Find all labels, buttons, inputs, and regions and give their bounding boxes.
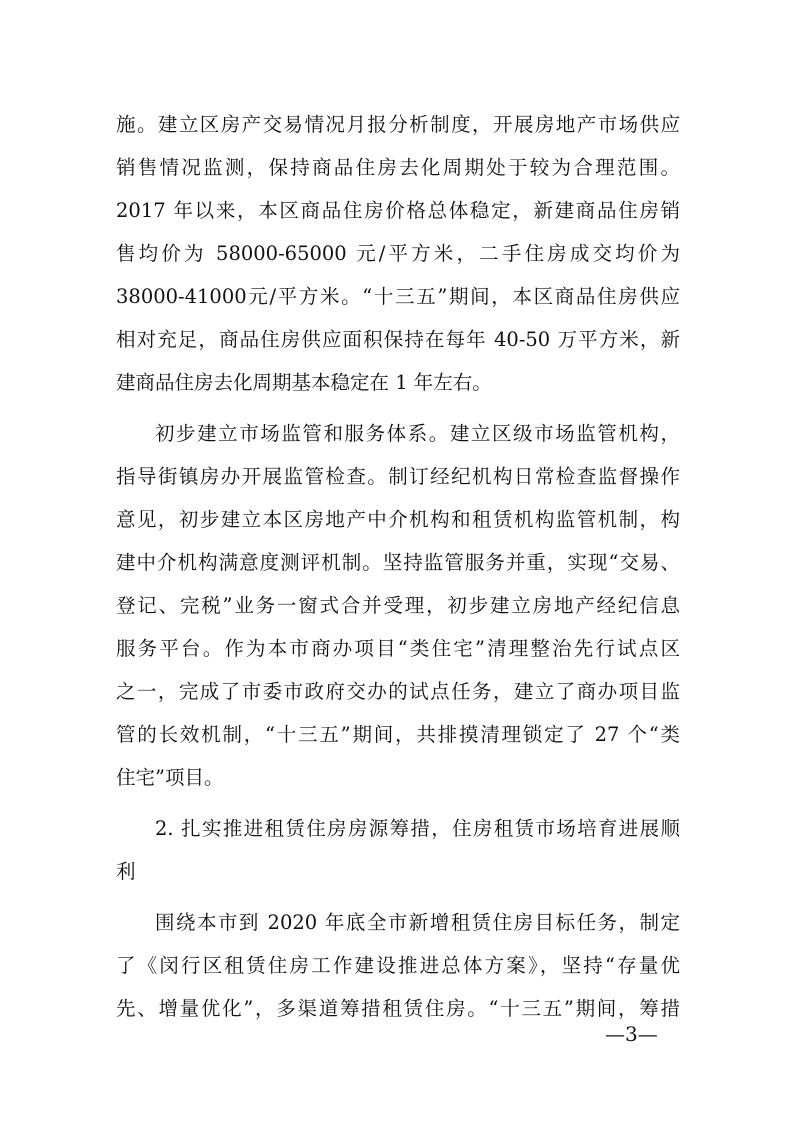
text-line: 先、增量优化”，多渠道筹措租赁住房。“十三五”期间，筹措: [116, 997, 680, 1020]
text-line: 2017 年以来，本区商品住房价格总体稳定，新建商品住房销: [116, 199, 680, 222]
text-line: 建中介机构满意度测评机制。坚持监管服务并重，实现“交易、: [116, 551, 680, 574]
text-line: 施。建立区房产交易情况月报分析制度，开展房地产市场供应: [116, 113, 680, 136]
text-line: 指导街镇房办开展监管检查。制订经纪机构日常检查监督操作: [116, 465, 680, 488]
text-line: 建商品住房去化周期基本稳定在 1 年左右。: [116, 371, 492, 394]
text-line: 销售情况监测，保持商品住房去化周期处于较为合理范围。: [116, 156, 680, 179]
page-number: —3—: [605, 1022, 658, 1046]
text-line: 管的长效机制，“十三五”期间，共排摸清理锁定了 27 个“类: [116, 723, 680, 746]
text-line: 初步建立市场监管和服务体系。建立区级市场监管机构，: [155, 422, 680, 445]
text-line: 意见，初步建立本区房地产中介机构和租赁机构监管机制，构: [116, 508, 680, 531]
text-line: 围绕本市到 2020 年底全市新增租赁住房目标任务，制定: [155, 911, 680, 934]
text-line: 了《闵行区租赁住房工作建设推进总体方案》，坚持“存量优: [116, 954, 680, 977]
text-line: 售均价为 58000-65000 元/平方米，二手住房成交均价为: [116, 242, 680, 265]
text-line: 住宅”项目。: [116, 766, 224, 789]
body-text: [116, 103, 680, 1030]
section-heading-line: 2. 扎实推进租赁住房房源筹措，住房租赁市场培育进展顺: [155, 817, 680, 840]
text-line: 登记、完税”业务一窗式合并受理，初步建立房地产经纪信息: [116, 594, 680, 617]
text-line: 服务平台。作为本市商办项目“类住宅”清理整治先行试点区: [116, 637, 680, 660]
text-line: 38000-41000元/平方米。“十三五”期间，本区商品住房供应: [116, 285, 680, 308]
text-line: 相对充足，商品住房供应面积保持在每年 40-50 万平方米，新: [116, 328, 680, 351]
section-heading-line: 利: [116, 860, 136, 883]
text-line: 之一，完成了市委市政府交办的试点任务，建立了商办项目监: [116, 680, 680, 703]
